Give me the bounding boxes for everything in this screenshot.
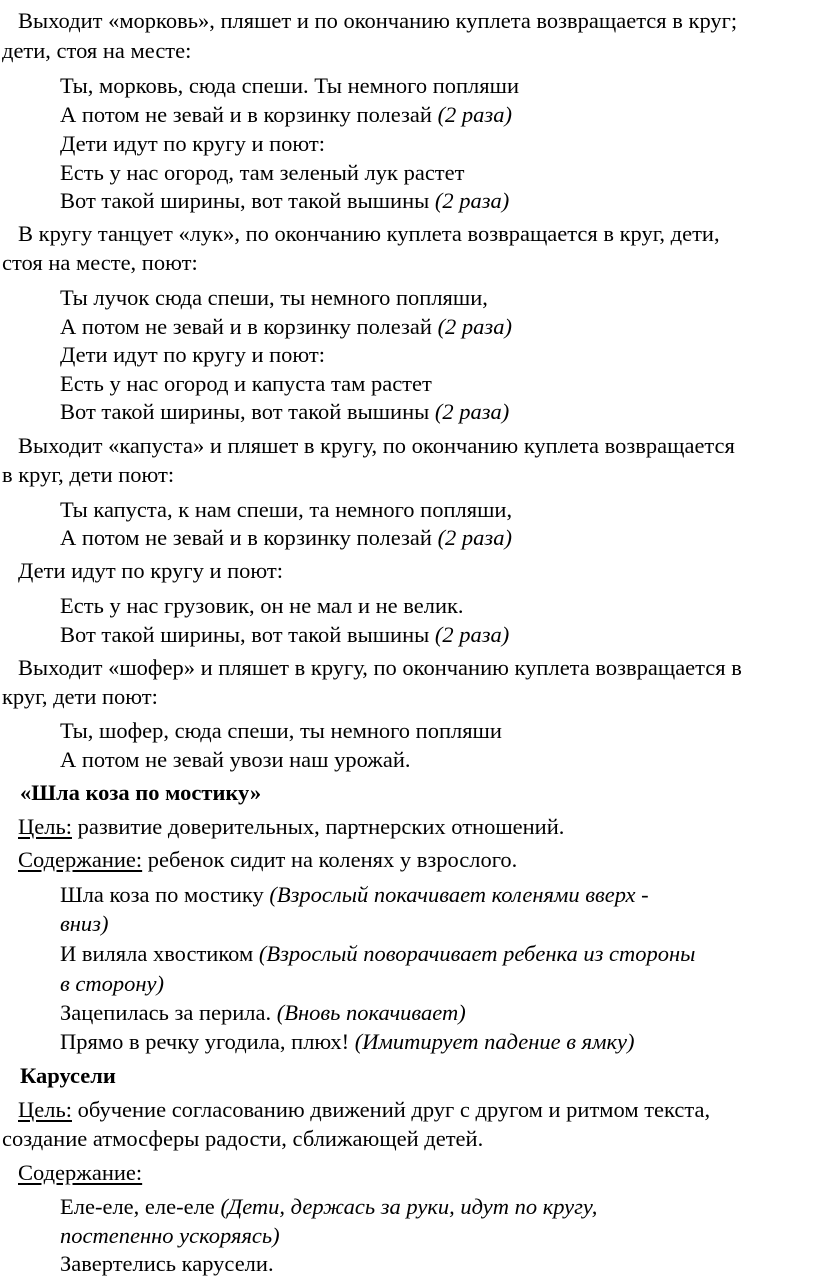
verse-line: Дети идут по кругу и поют: [60,131,326,156]
verse-line: вниз) [60,911,109,936]
content-label: Содержание: [18,847,143,872]
paragraph-line: Выходит «шофер» и пляшет в кругу, по окончанию куплета возвращается в [18,655,742,680]
verse-line: Завертелись карусели. [60,1251,274,1276]
verse-line: в сторону) [60,971,165,996]
verse-line: Ты, шофер, сюда спеши, ты немного попляши [60,718,502,743]
content-line [18,1158,142,1188]
content-label: Содержание: [18,1160,143,1185]
paragraph-line: Выходит «капуста» и пляшет в кругу, по окончанию куплета возвращается [18,433,735,458]
verse-line: И виляла хвостиком (Взрослый поворачивает ребенка из стороны [60,941,696,966]
goal-label: Цель: [18,814,72,839]
verse-line: Ты, морковь, сюда спеши. Ты немного попляши [60,73,519,98]
verse-line: Ты лучок сюда спеши, ты немного попляши, [60,285,488,310]
verse-line: Ты капуста, к нам спеши, та немного попляши, [60,497,513,522]
paragraph-line: в круг, дети поют: [2,462,175,487]
section-title: «Шла коза по мостику» [20,780,262,805]
verse-line: А потом не зевай и в корзинку полезай (2 раза) [60,314,512,339]
verse-line: А потом не зевай и в корзинку полезай (2 раза) [60,102,512,127]
verse-line: Зацепилась за перила. (Вновь покачивает) [60,1000,466,1025]
paragraph-line: Выходит «морковь», пляшет и по окончанию куплета возвращается в круг; [18,8,738,33]
paragraph-line: стоя на месте, поют: [2,250,198,275]
verse-line: Вот такой ширины, вот такой вышины (2 раза) [60,399,510,424]
verse-line: А потом не зевай увози наш урожай. [60,747,411,772]
verse-line: Прямо в речку угодила, плюх! (Имитирует падение в ямку) [60,1029,635,1054]
content-line: Содержание: ребенок сидит на коленях у взрослого. [18,847,518,872]
paragraph-line: Дети идут по кругу и поют: [18,558,284,583]
goal-line: Цель: обучение согласованию движений друг с другом и ритмом текста, [18,1097,711,1122]
verse-line: А потом не зевай и в корзинку полезай (2 раза) [60,525,512,550]
verse-line: Шла коза по мостику (Взрослый покачивает коленями вверх - [60,882,649,907]
verse-line: Есть у нас огород, там зеленый лук растет [60,160,465,185]
paragraph-line: В кругу танцует «лук», по окончанию куплета возвращается в круг, дети, [18,221,720,246]
verse-line: Еле-еле, еле-еле (Дети, держась за руки, идут по кругу, [60,1194,598,1219]
verse-line: Вот такой ширины, вот такой вышины (2 раза) [60,188,510,213]
verse-line: Есть у нас огород и капуста там растет [60,371,432,396]
verse-line: Есть у нас грузовик, он не мал и не велик. [60,593,464,618]
paragraph-line: круг, дети поют: [2,684,158,709]
section-title: Карусели [20,1063,116,1088]
verse-line: Дети идут по кругу и поют: [60,342,326,367]
verse-line: постепенно ускоряясь) [60,1223,280,1248]
goal-line: Цель: развитие доверительных, партнерских отношений. [18,814,565,839]
paragraph-line: создание атмосферы радости, сближающей детей. [2,1126,484,1151]
paragraph-line: дети, стоя на месте: [2,38,192,63]
goal-label: Цель: [18,1097,72,1122]
verse-line: Вот такой ширины, вот такой вышины (2 раза) [60,622,510,647]
